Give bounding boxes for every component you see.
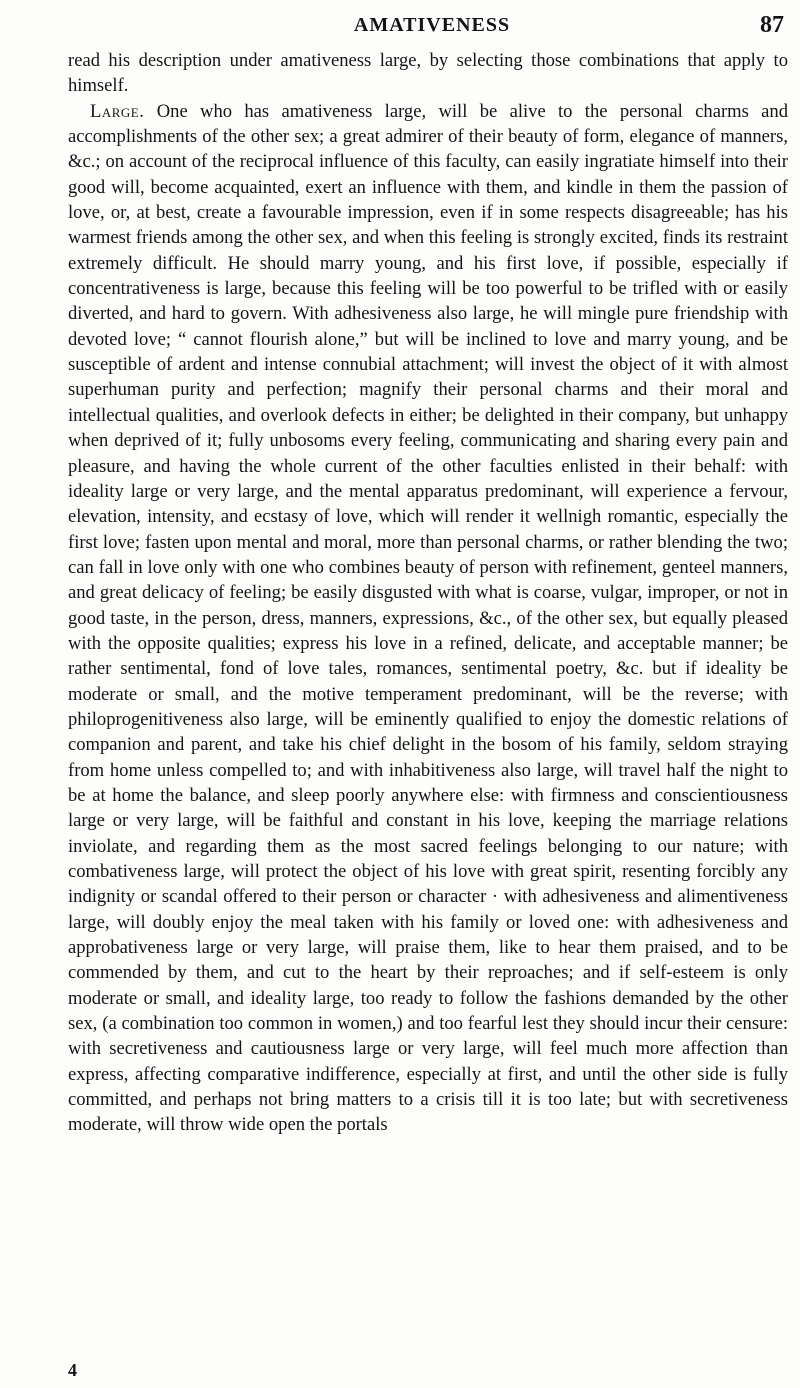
paragraph-large (68, 99, 788, 1138)
section-heading-large: Large. (90, 100, 145, 122)
signature-mark: 4 (68, 1360, 77, 1380)
paragraph-large-text: One who has amativeness large, will be alive to the personal charms and accomplishments of the other sex; a great admirer of their beauty of form, elegance of manners, &c.; on account of the reciprocal influence of this faculty, can easily ingratiate himself into their good will, become acquainted, exert an influence with them, and kindle in them the passion of love, or, at best, create a favourable impression, even if in some respects disagreeable; has his warmest friends among the other sex, and when this feeling is strongly excited, finds its restraint extremely difficult. He should marry young, and his first love, if possible, especially if concentrativeness is large, because this feeling will be too powerful to be trifled with or easily diverted, and hard to govern. With adhesiveness also large, he will mingle pure friendship with devoted love; “ cannot flourish alone,” but will be inclined to love and marry young, and be susceptible of ardent and intense connubial attachment; will invest the object of it with almost superhuman purity and perfection; magnify their personal charms and their moral and intellectual qualities, and overlook defects in either; be delighted in their company, but unhappy when deprived of it; fully unbosoms every feeling, communicating and sharing every pain and pleasure, and having the whole current of the other faculties enlisted in their behalf: with ideality large or very large, and the mental apparatus predominant, will experience a fervour, elevation, intensity, and ecstasy of love, which will render it wellnigh romantic, especially the first love; fasten upon mental and moral, more than personal charms, or rather blending the two; can fall in love only with one who combines beauty of person with refinement, genteel manners, and great delicacy of feeling; be easily disgusted with what is coarse, vulgar, improper, or not in good taste, in the person, dress, manners, expressions, &c., of the other sex, but equally pleased with the opposite qualities; express his love in a refined, delicate, and acceptable manner; be rather sentimental, fond of love tales, romances, sentimental poetry, &c. but if ideality be moderate or small, and the motive temperament predominant, will be the reverse; with philoprogenitiveness also large, will be eminently qualified to enjoy the domestic relations of companion and parent, and take his chief delight in the bosom of his family, seldom straying from home unless compelled to; and with inhabitiveness also large, will travel half the night to be at home the balance, and sleep poorly anywhere else: with firmness and conscientiousness large or very large, will be faithful and constant in his love, keeping the marriage relations inviolate, and regarding them as the most sacred feelings belonging to our nature; with combativeness large, will protect the object of his love with great spirit, resenting forcibly any indignity or scandal offered to their person or character · with adhesiveness and alimentiveness large, will doubly enjoy the meal taken with his family or loved one: with adhesiveness and approbativeness large or very large, will praise them, like to hear them praised, and to be commended by them, and cut to the heart by their reproaches; and if self-esteem is only moderate or small, and ideality large, too ready to follow the fashions demanded by the other sex, (a combination too common in women,) and too fearful lest they should incur their censure: with secretiveness and cautiousness large or very large, will feel much more affection than express, affecting comparative indifference, especially at first, and until the other side is fully committed, and perhaps not bring matters to a crisis till it is too late; but with secretiveness moderate, will throw wide open the portals (68, 100, 788, 1136)
page-number: 87 (760, 12, 784, 38)
running-head (72, 12, 792, 42)
running-title: AMATIVENESS (353, 14, 511, 36)
paragraph-continuation: read his description under amativeness large, by selecting those combinations that apply to himself. (68, 50, 788, 97)
body-text (68, 48, 788, 1138)
